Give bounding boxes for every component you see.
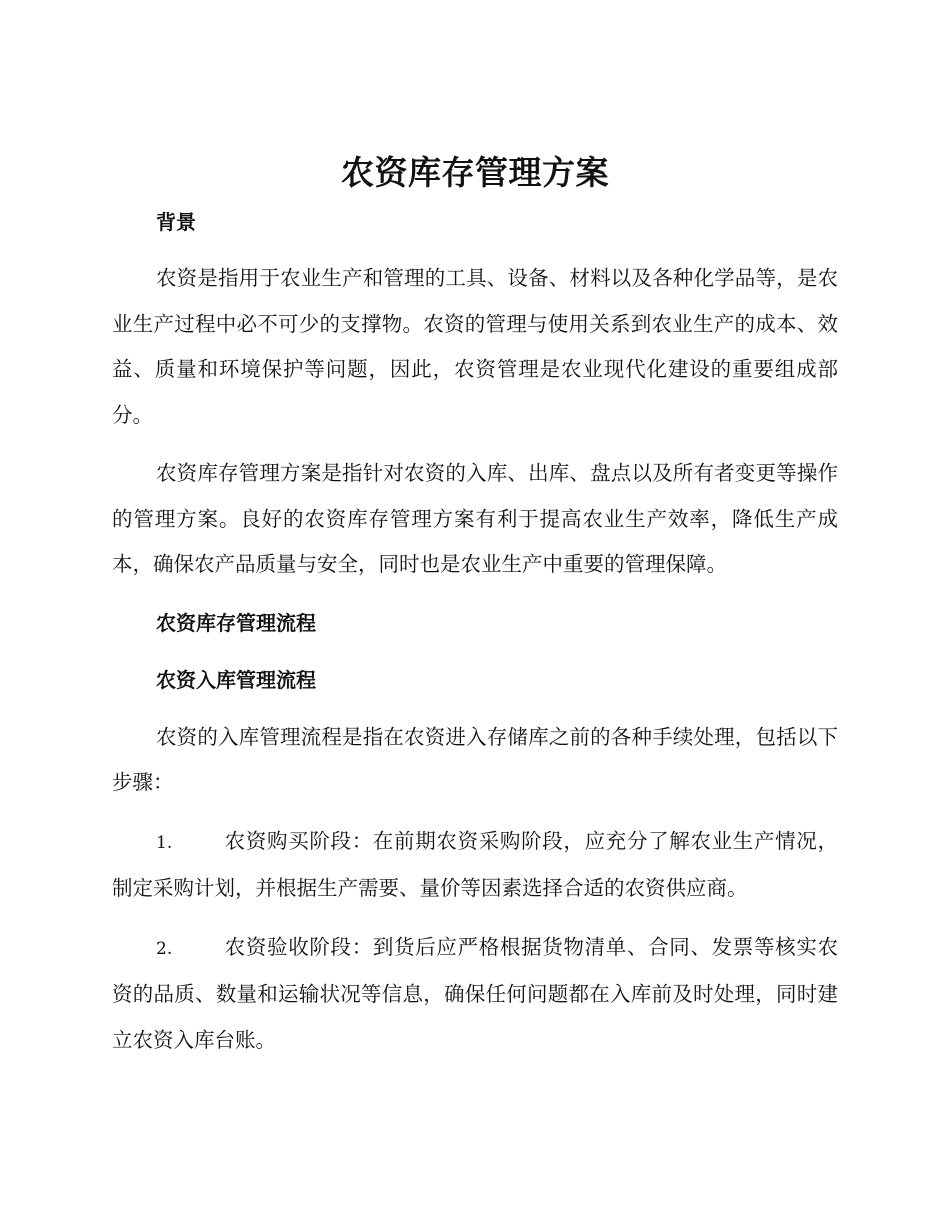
list-item-text: 农资购买阶段：在前期农资采购阶段，应充分了解农业生产情况，制定采购计划，并根据生产需要、量价等因素选择合适的农资供应商。 [112,828,838,900]
document-body [112,200,838,1063]
section-heading-process: 农资库存管理流程 [156,610,316,635]
paragraph-background-2: 农资库存管理方案是指针对农资的入库、出库、盘点以及所有者变更等操作的管理方案。良好的农资库存管理方案有利于提高农业生产效率，降低生产成本，确保农产品质量与安全，同时也是农业生产中重要的管理保障。 [112,461,838,576]
paragraph-inbound-intro: 农资的入库管理流程是指在农资进入存储库之前的各种手续处理，包括以下步骤： [112,724,838,794]
list-item [112,925,838,1064]
paragraph-background-1: 农资是指用于农业生产和管理的工具、设备、材料以及各种化学品等，是农业生产过程中必不可少的支撑物。农资的管理与使用关系到农业生产的成本、效益、质量和环境保护等问题，因此，农资管理是农业现代化建设的重要组成部分。 [112,266,838,427]
list-item [112,819,838,912]
list-item-number: 1. [156,832,173,853]
list-item-number: 2. [156,938,173,959]
document-title: 农资库存管理方案 [341,153,609,192]
section-heading-inbound: 农资入库管理流程 [156,667,316,692]
section-heading-background: 背景 [156,210,196,234]
list-item-text: 农资验收阶段：到货后应严格根据货物清单、合同、发票等核实农资的品质、数量和运输状况等信息，确保任何问题都在入库前及时处理，同时建立农资入库台账。 [112,934,838,1052]
